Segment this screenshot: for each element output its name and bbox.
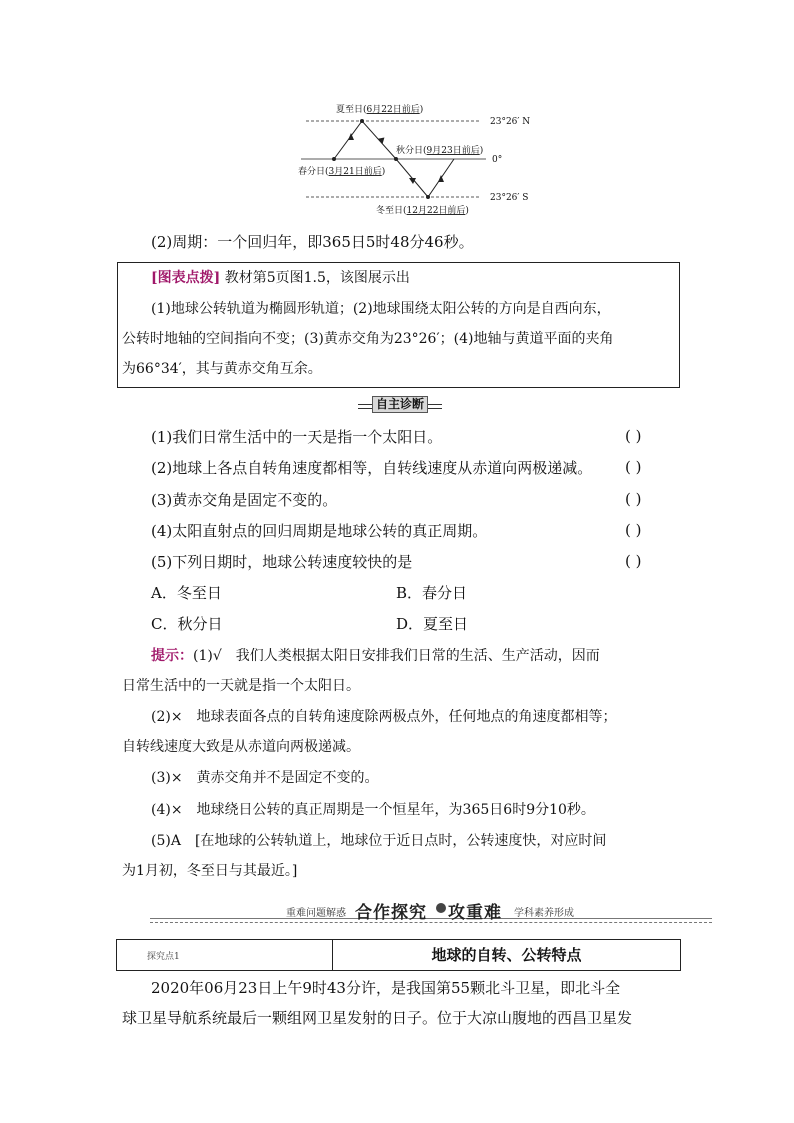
answer-blank: ( ) xyxy=(625,427,642,445)
question-4: (4)太阳直射点的回归周期是地球公转的真正周期。 xyxy=(151,522,488,540)
chart-hint-line1: (1)地球公转轨道为椭圆形轨道；(2)地球围绕太阳公转的方向是自西向东， xyxy=(151,301,611,317)
question-5: (5)下列日期时，地球公转速度较快的是 xyxy=(151,553,413,571)
arrow-up-icon xyxy=(348,133,354,140)
banner-rule xyxy=(150,918,712,923)
answer-blank: ( ) xyxy=(625,552,642,570)
autumn-equinox-label: 秋分日(9月23日前后) xyxy=(396,146,484,156)
paragraph-line-1: 2020年06月23日上午9时43分许，是我国第55颗北斗卫星，即北斗全 xyxy=(151,979,621,997)
option-a: A．冬至日 xyxy=(151,584,222,602)
spring-equinox-label: 春分日(3月21日前后) xyxy=(298,167,386,177)
banner-main-b: 攻重难 xyxy=(448,903,502,923)
topic-title: 地球的自转、公转特点 xyxy=(431,946,582,964)
lat-south-label: 23°26′ S xyxy=(490,193,529,203)
answer-4: (4)× 地球绕日公转的真正周期是一个恒星年，为365日6时9分10秒。 xyxy=(151,802,595,818)
winter-solstice-label: 冬至日(12月22日前后) xyxy=(376,206,469,216)
spring-equinox-point xyxy=(332,157,336,161)
self-check-title: 自主诊断 xyxy=(372,396,428,413)
answer-blank: ( ) xyxy=(625,458,642,476)
answer-5: (5)A [在地球的公转轨道上，地球位于近日点时，公转速度快，对应时间 xyxy=(151,833,607,849)
chart-hint-label: [图表点拨] xyxy=(151,270,221,286)
summer-solstice-label: 夏至日(6月22日前后) xyxy=(336,105,424,115)
paragraph-line-2: 球卫星导航系统最后一颗组网卫星发射的日子。位于大凉山腹地的西昌卫星发 xyxy=(122,1009,633,1027)
solar-declination-diagram xyxy=(296,96,546,218)
answer-1 xyxy=(151,646,600,666)
topic-tag: 探究点1 xyxy=(147,952,180,962)
lat-equator-label: 0° xyxy=(492,155,503,165)
chart-hint-line2: 公转时地轴的空间指向不变；(3)黄赤交角为23°26′；(4)地轴与黄道平面的夹角 xyxy=(122,331,614,347)
answer-2-cont: 自转线速度大致是从赤道向两极递减。 xyxy=(122,739,360,755)
section-banner xyxy=(150,894,712,922)
question-1: (1)我们日常生活中的一天是指一个太阳日。 xyxy=(151,428,443,446)
autumn-equinox-point xyxy=(394,157,398,161)
period-line: (2)周期：一个回归年，即365日5时48分46秒。 xyxy=(151,233,474,251)
answer-blank: ( ) xyxy=(625,521,642,539)
chart-hint-head xyxy=(151,268,410,288)
banner-main-a: 合作探究 xyxy=(355,903,427,923)
question-3: (3)黄赤交角是固定不变的。 xyxy=(151,491,338,509)
arrow-up-icon xyxy=(438,175,444,182)
option-c: C．秋分日 xyxy=(151,615,223,633)
banner-dot-icon xyxy=(436,903,446,913)
banner-right-text: 学科素养形成 xyxy=(514,908,574,919)
answer-3: (3)× 黄赤交角并不是固定不变的。 xyxy=(151,770,379,786)
answer-5-cont: 为1月初，冬至日与其最近。] xyxy=(122,863,298,879)
answer-2: (2)× 地球表面各点的自转角速度除两极点外，任何地点的角速度都相等； xyxy=(151,709,617,725)
answer-1-cont: 日常生活中的一天就是指一个太阳日。 xyxy=(122,678,360,694)
option-b: B．春分日 xyxy=(396,584,468,602)
topic-tag-cell xyxy=(117,940,333,970)
summer-solstice-point xyxy=(360,119,364,123)
chart-hint-intro: 教材第5页图1.5，该图展示出 xyxy=(220,270,410,286)
question-2: (2)地球上各点自转角速度都相等，自转线速度从赤道向两极递减。 xyxy=(151,459,593,477)
chart-hint-line3: 为66°34′，其与黄赤交角互余。 xyxy=(122,361,322,377)
answer-1-text: (1)√ 我们人类根据太阳日安排我们日常的生活、生产活动，因而 xyxy=(193,648,600,664)
lat-north-label: 23°26′ N xyxy=(490,117,531,127)
answer-blank: ( ) xyxy=(625,490,642,508)
winter-solstice-point xyxy=(426,195,430,199)
arrow-down-icon xyxy=(378,138,386,145)
option-d: D．夏至日 xyxy=(396,615,469,633)
self-check-header xyxy=(358,396,442,414)
topic-box xyxy=(116,939,681,971)
hint-label: 提示： xyxy=(151,648,193,664)
banner-left-text: 重难问题解惑 xyxy=(286,908,346,919)
